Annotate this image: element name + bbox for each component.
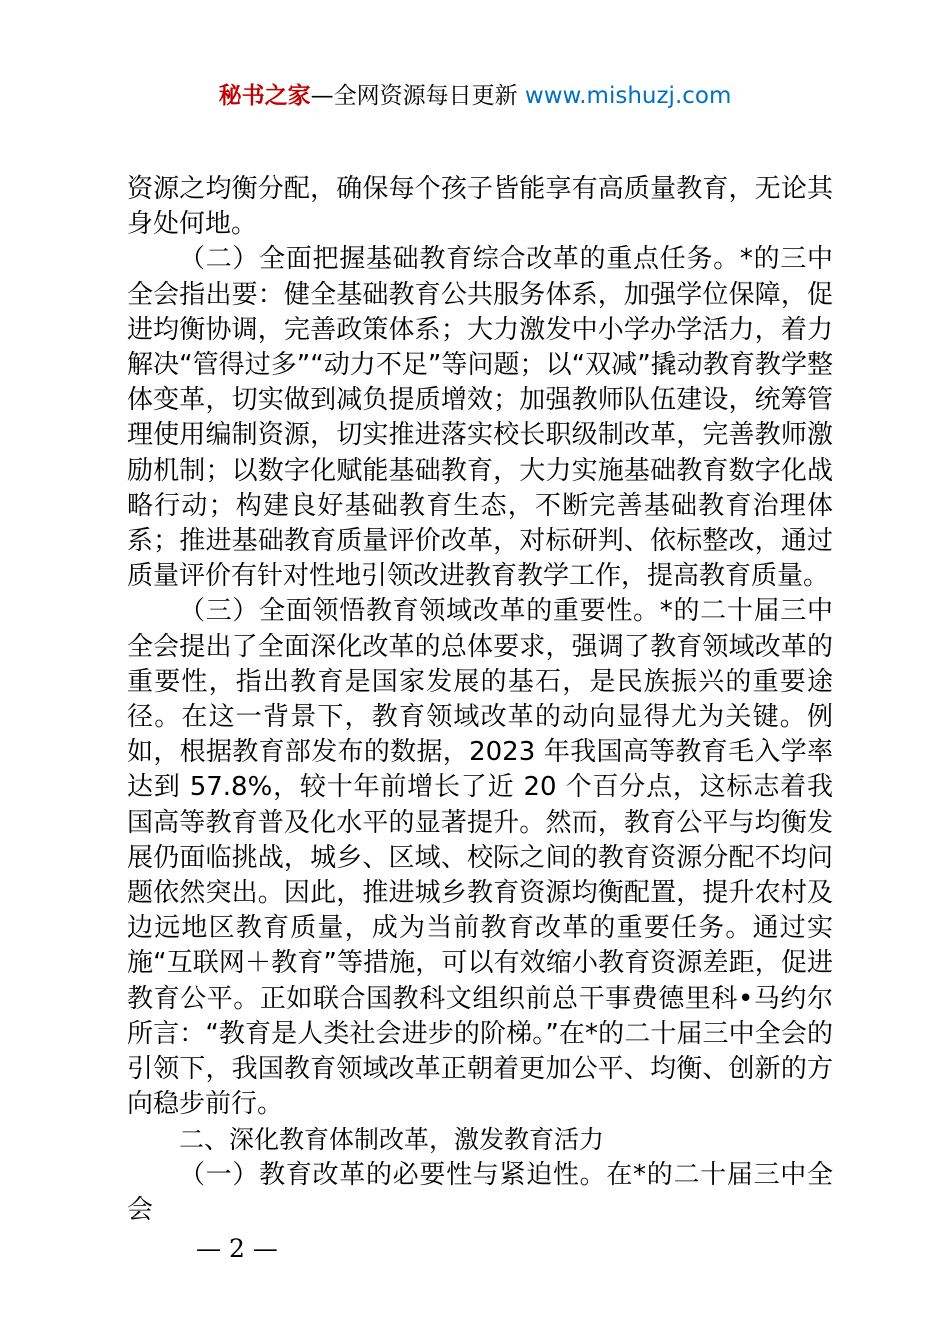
website-url[interactable]: www.mishuzj.com	[524, 83, 732, 109]
paragraph-reform-necessity: （一）教育改革的必要性与紧迫性。在*的二十届三中全会	[127, 1159, 833, 1225]
document-body	[127, 172, 833, 1228]
paragraph-continuation: 资源之均衡分配，确保每个孩子皆能享有高质量教育，无论其身处何地。	[127, 174, 833, 240]
paragraph-key-tasks: （二）全面把握基础教育综合改革的重点任务。*的三中全会指出要：健全基础教育公共服务体系，加强学位保障，促进均衡协调，完善政策体系；大力激发中小学办学活力，着力解决“管得过多”“动力不足”等问题；以“双减”撬动教育教学整体变革，切实做到减负提质增效；加强教师队伍建设，统筹管理使用编制资源，切实推进落实校长职级制改革，完善教师激励机制；以数字化赋能基础教育，大力实施基础教育数字化战略行动；构建良好基础教育生态，不断完善基础教育治理体系；推进基础教育质量评价改革，对标研判、依标整改，通过质量评价有针对性地引领改进教育教学工作，提高教育质量。	[127, 244, 833, 592]
brand-name: 秘书之家	[218, 83, 311, 109]
section-heading: 二、深化教育体制改革，激发教育活力	[179, 1125, 605, 1155]
paragraph-reform-importance: （三）全面领悟教育领域改革的重要性。*的二十届三中全会提出了全面深化改革的总体要求，强调了教育领域改革的重要性，指出教育是国家发展的基石，是民族振兴的重要途径。在这一背景下，教育领域改革的动向显得尤为关键。例如，根据教育部发布的数据，2023 年我国高等教育毛入学率达到 57.8%，较十年前增长了近 20 个百分点，这标志着我国高等教育普及化水平的显著提升。然而，教育公平与均衡发展仍面临挑战，城乡、区域、校际之间的教育资源分配不均问题依然突出。因此，推进城乡教育资源均衡配置，提升农村及边远地区教育质量，成为当前教育改革的重要任务。通过实施“互联网＋教育”等措施，可以有效缩小教育资源差距，促进教育公平。正如联合国教科文组织前总干事费德里科•马约尔所言：“教育是人类社会进步的阶梯。”在*的二十届三中全会的引领下，我国教育领域改革正朝着更加公平、均衡、创新的方向稳步前行。	[127, 596, 833, 1120]
site-header	[0, 78, 950, 114]
page-number: — 2 —	[196, 1234, 278, 1263]
header-tagline: —全网资源每日更新	[310, 83, 525, 109]
